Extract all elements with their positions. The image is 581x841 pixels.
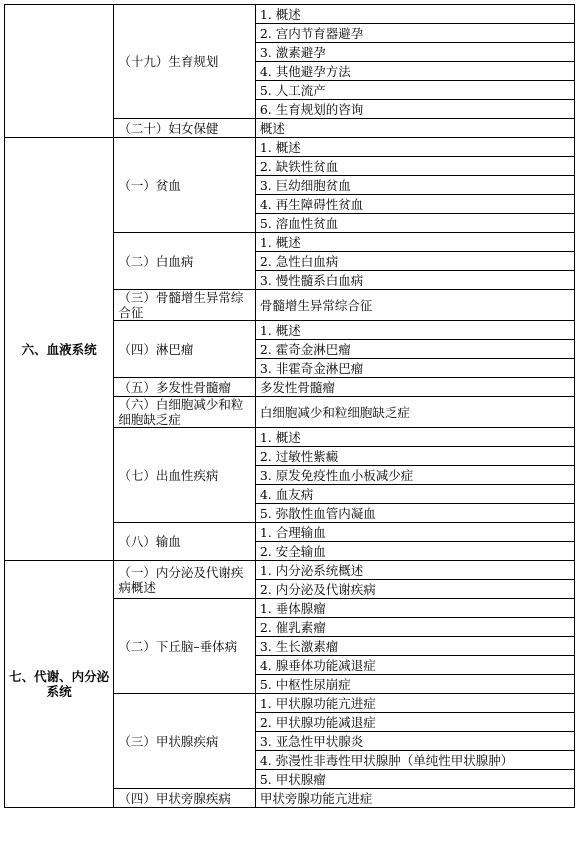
item-cell: 4. 其他避孕方法 xyxy=(255,62,574,81)
item-cell: 5. 溶血性贫血 xyxy=(255,214,574,233)
item-cell: 1. 概述 xyxy=(255,5,574,24)
item-cell: 6. 生育规划的咨询 xyxy=(255,100,574,119)
item-cell: 3. 慢性髓系白血病 xyxy=(255,271,574,290)
item-cell: 4. 血友病 xyxy=(255,485,574,504)
item-cell: 4. 再生障碍性贫血 xyxy=(255,195,574,214)
item-cell: 1. 概述 xyxy=(255,138,574,157)
item-cell: 5. 甲状腺瘤 xyxy=(255,770,574,789)
item-cell: 1. 垂体腺瘤 xyxy=(255,599,574,618)
syllabus-table-body xyxy=(5,5,575,808)
item-cell: 骨髓增生异常综合征 xyxy=(255,290,574,321)
item-cell: 3. 生长激素瘤 xyxy=(255,637,574,656)
item-cell: 3. 原发免疫性血小板减少症 xyxy=(255,466,574,485)
item-cell: 2. 缺铁性贫血 xyxy=(255,157,574,176)
item-cell: 1. 概述 xyxy=(255,428,574,447)
unit-cell: （一）内分泌及代谢疾病概述 xyxy=(114,561,255,599)
unit-cell: （六）白细胞减少和粒细胞缺乏症 xyxy=(114,397,255,428)
unit-cell: （十九）生育规划 xyxy=(114,5,255,119)
item-cell: 白细胞减少和粒细胞缺乏症 xyxy=(255,397,574,428)
item-cell: 3. 激素避孕 xyxy=(255,43,574,62)
system-cell: 六、血液系统 xyxy=(5,138,114,561)
item-cell: 5. 中枢性尿崩症 xyxy=(255,675,574,694)
item-cell: 2. 过敏性紫癜 xyxy=(255,447,574,466)
item-cell: 2. 甲状腺功能减退症 xyxy=(255,713,574,732)
item-cell: 1. 合理输血 xyxy=(255,523,574,542)
syllabus-table xyxy=(4,4,575,808)
item-cell: 4. 弥漫性非毒性甲状腺肿（单纯性甲状腺肿） xyxy=(255,751,574,770)
item-cell: 2. 内分泌及代谢疾病 xyxy=(255,580,574,599)
item-cell: 1. 概述 xyxy=(255,321,574,340)
item-cell: 3. 亚急性甲状腺炎 xyxy=(255,732,574,751)
table-row xyxy=(5,138,575,157)
item-cell: 1. 内分泌系统概述 xyxy=(255,561,574,580)
system-cell xyxy=(5,5,114,138)
unit-cell: （四）淋巴瘤 xyxy=(114,321,255,378)
unit-cell: （七）出血性疾病 xyxy=(114,428,255,523)
item-cell: 5. 弥散性血管内凝血 xyxy=(255,504,574,523)
item-cell: 2. 急性白血病 xyxy=(255,252,574,271)
unit-cell: （四）甲状旁腺疾病 xyxy=(114,789,255,808)
unit-cell: （二十）妇女保健 xyxy=(114,119,255,138)
unit-cell: （八）输血 xyxy=(114,523,255,561)
unit-cell: （三）骨髓增生异常综合征 xyxy=(114,290,255,321)
item-cell: 1. 甲状腺功能亢进症 xyxy=(255,694,574,713)
item-cell: 1. 概述 xyxy=(255,233,574,252)
unit-cell: （五）多发性骨髓瘤 xyxy=(114,378,255,397)
item-cell: 5. 人工流产 xyxy=(255,81,574,100)
table-row xyxy=(5,5,575,24)
item-cell: 3. 非霍奇金淋巴瘤 xyxy=(255,359,574,378)
item-cell: 2. 宫内节育器避孕 xyxy=(255,24,574,43)
item-cell: 甲状旁腺功能亢进症 xyxy=(255,789,574,808)
unit-cell: （二）白血病 xyxy=(114,233,255,290)
item-cell: 2. 催乳素瘤 xyxy=(255,618,574,637)
unit-cell: （二）下丘脑–垂体病 xyxy=(114,599,255,694)
item-cell: 4. 腺垂体功能减退症 xyxy=(255,656,574,675)
item-cell: 多发性骨髓瘤 xyxy=(255,378,574,397)
item-cell: 2. 霍奇金淋巴瘤 xyxy=(255,340,574,359)
system-cell: 七、代谢、内分泌系统 xyxy=(5,561,114,808)
unit-cell: （一）贫血 xyxy=(114,138,255,233)
item-cell: 2. 安全输血 xyxy=(255,542,574,561)
item-cell: 3. 巨幼细胞贫血 xyxy=(255,176,574,195)
unit-cell: （三）甲状腺疾病 xyxy=(114,694,255,789)
table-row xyxy=(5,561,575,580)
item-cell: 概述 xyxy=(255,119,574,138)
